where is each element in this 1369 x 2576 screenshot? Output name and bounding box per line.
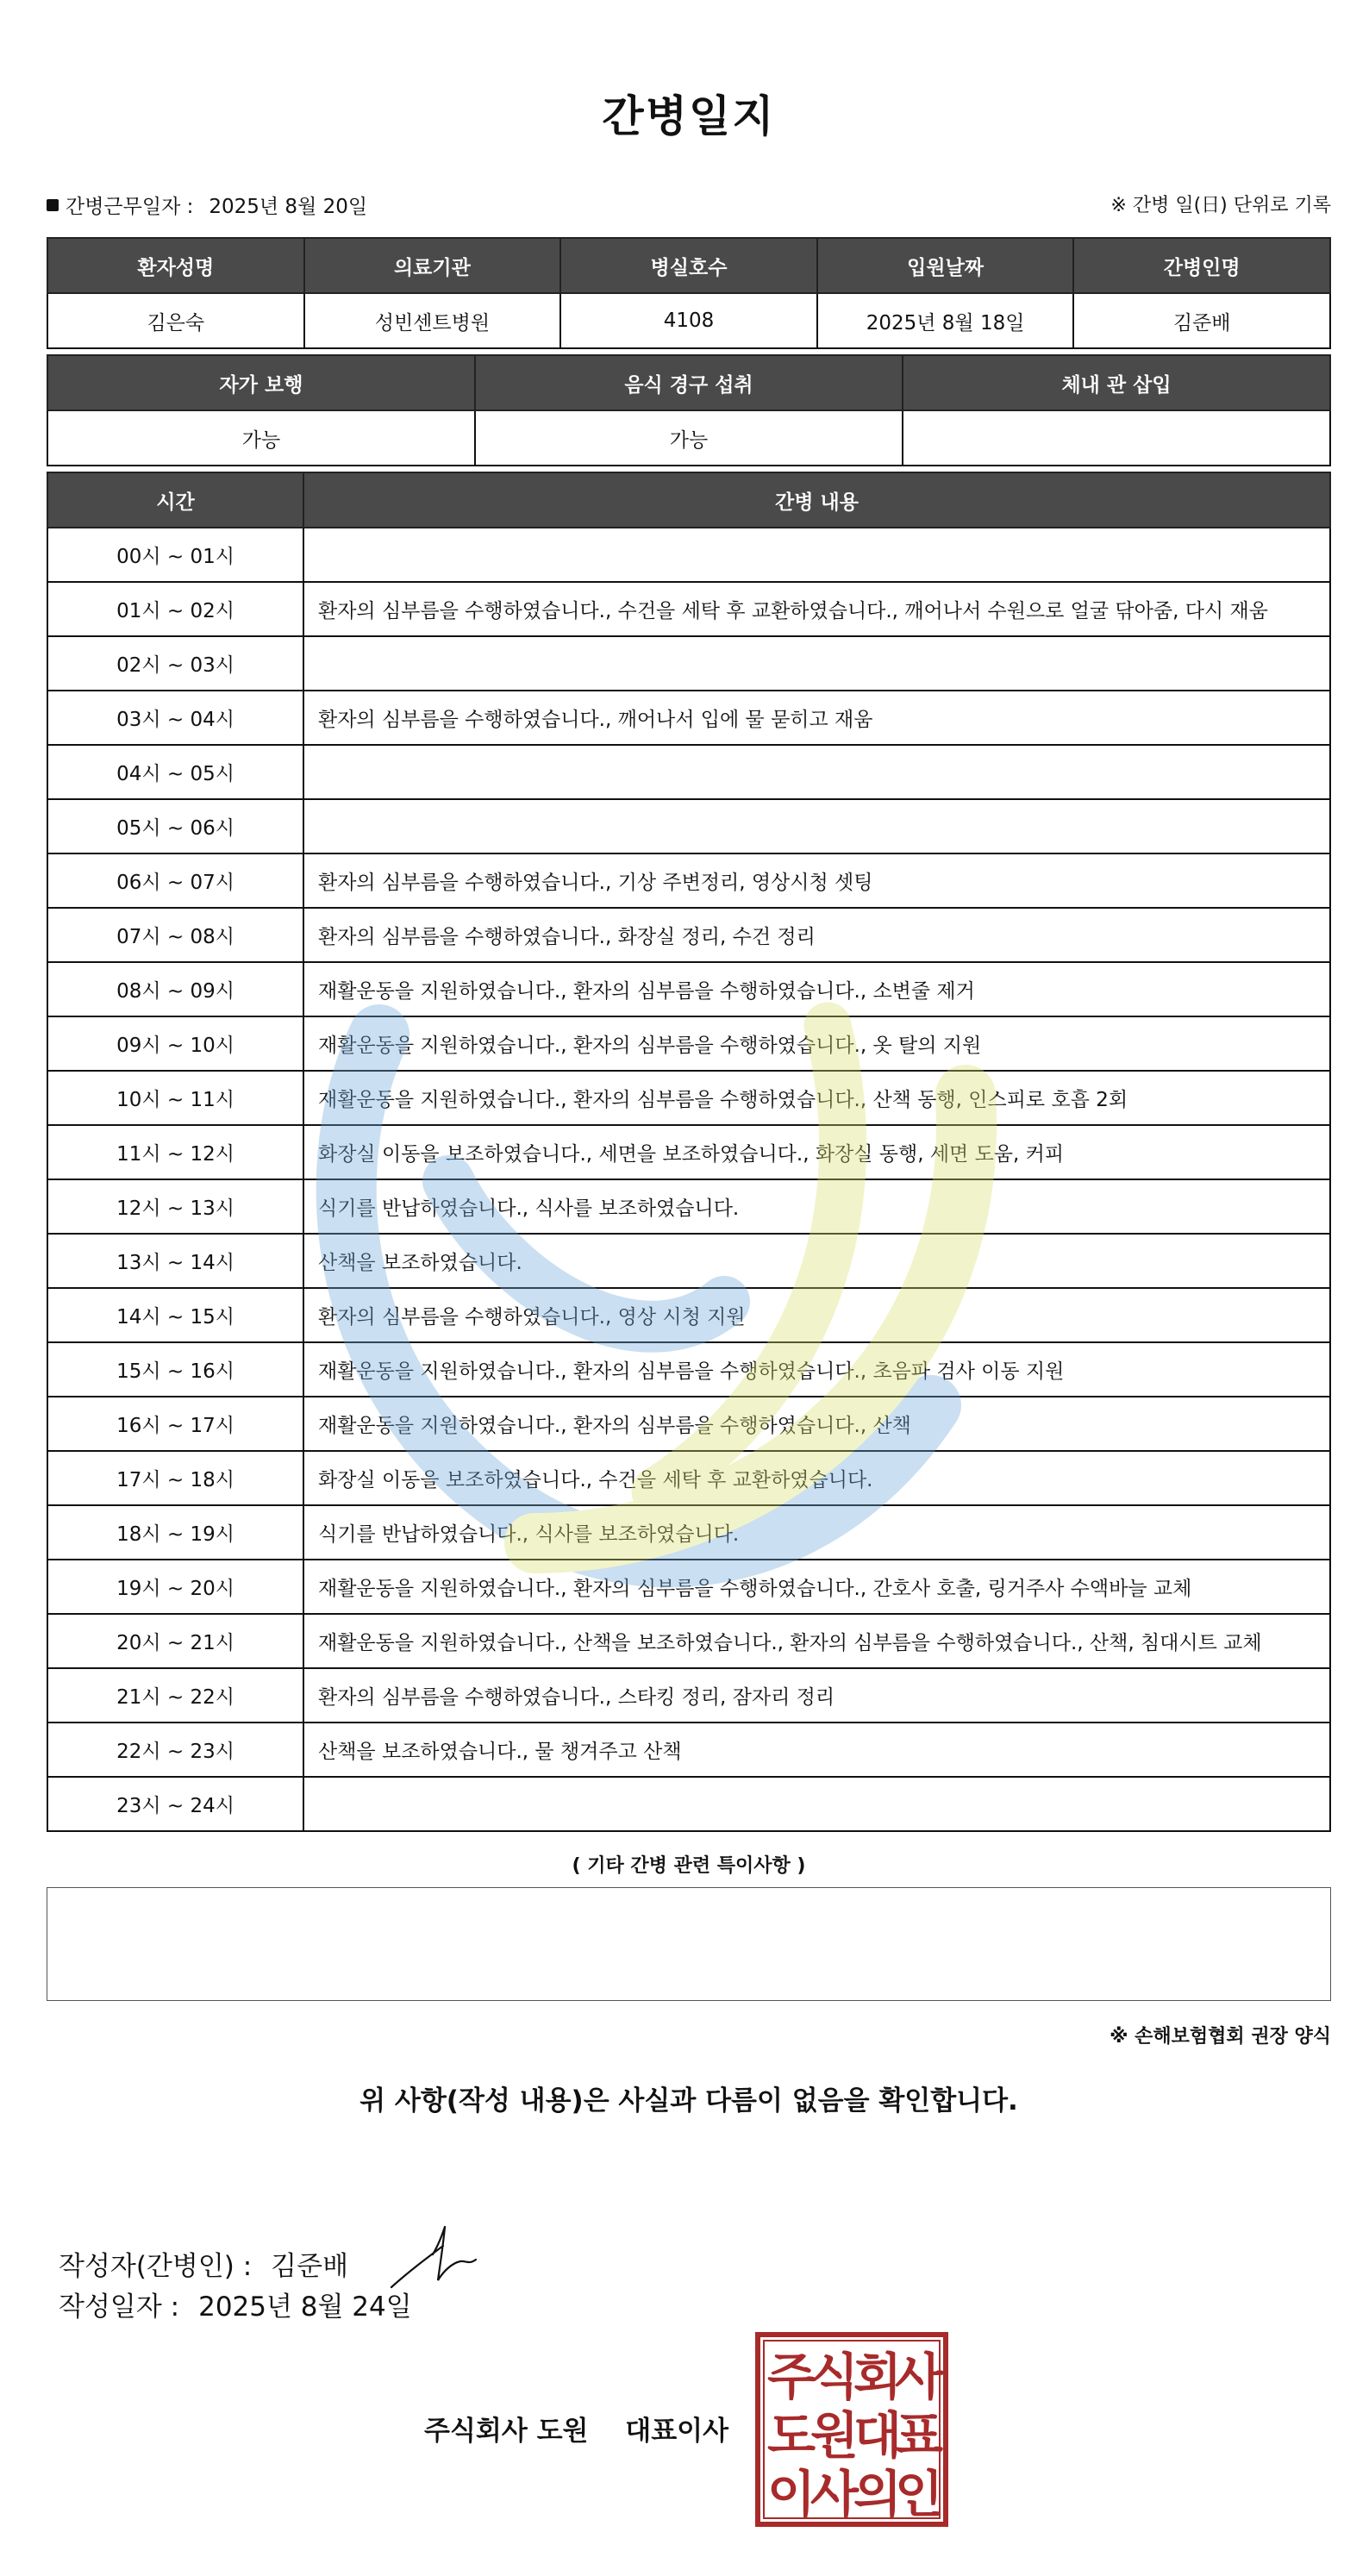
- row-time: 11시 ~ 12시: [47, 1125, 303, 1179]
- page-title: 간병일지: [602, 91, 776, 141]
- svg-text:원: 원: [810, 2406, 860, 2465]
- row-time: 03시 ~ 04시: [47, 691, 303, 745]
- writer-label: 작성자(간병인) :: [59, 2250, 253, 2282]
- patient-info-table: [47, 237, 1331, 349]
- row-content: 산책을 보조하였습니다.: [303, 1234, 1330, 1288]
- row-time: 21시 ~ 22시: [47, 1668, 303, 1723]
- self-walking-value: 가능: [47, 410, 475, 466]
- row-time: 15시 ~ 16시: [47, 1342, 303, 1397]
- row-time: 17시 ~ 18시: [47, 1451, 303, 1505]
- row-time: 04시 ~ 05시: [47, 745, 303, 799]
- row-content: 식기를 반납하였습니다., 식사를 보조하였습니다.: [303, 1179, 1330, 1234]
- row-time: 00시 ~ 01시: [47, 528, 303, 582]
- row-content: 재활운동을 지원하였습니다., 환자의 심부름을 수행하였습니다., 초음파 검사 이동 지원: [303, 1342, 1330, 1397]
- row-content: 환자의 심부름을 수행하였습니다., 영상 시청 지원: [303, 1288, 1330, 1342]
- row-time: 08시 ~ 09시: [47, 962, 303, 1016]
- row-content: 재활운동을 지원하였습니다., 환자의 심부름을 수행하였습니다., 산책: [303, 1397, 1330, 1451]
- care-log-table: [47, 472, 1331, 1832]
- row-content: [303, 799, 1330, 853]
- header-patient-name: 환자성명: [47, 238, 304, 293]
- row-time: 02시 ~ 03시: [47, 636, 303, 691]
- row-content: 재활운동을 지원하였습니다., 산책을 보조하였습니다., 환자의 심부름을 수행하였습니다., 산책, 침대시트 교체: [303, 1614, 1330, 1668]
- header-caregiver-name: 간병인명: [1073, 238, 1330, 293]
- table-row: [47, 1451, 1330, 1505]
- table-row: [47, 1560, 1330, 1614]
- company-name: 주식회사 도원: [424, 2416, 589, 2447]
- table-row: [47, 1397, 1330, 1451]
- row-time: 14시 ~ 15시: [47, 1288, 303, 1342]
- svg-text:대: 대: [853, 2406, 903, 2465]
- svg-text:인: 인: [894, 2465, 944, 2523]
- table-row: [47, 799, 1330, 853]
- write-date-row: [59, 2285, 412, 2323]
- row-content: 재활운동을 지원하였습니다., 환자의 심부름을 수행하였습니다., 옷 탈의 지원: [303, 1016, 1330, 1071]
- recording-note: ※ 간병 일(日) 단위로 기록: [1110, 195, 1331, 216]
- header-oral-intake: 음식 경구 섭취: [475, 355, 903, 410]
- table-row: [47, 1614, 1330, 1668]
- table-row: [47, 691, 1330, 745]
- table-row: [47, 1342, 1330, 1397]
- svg-text:주: 주: [766, 2348, 816, 2406]
- row-time: 06시 ~ 07시: [47, 853, 303, 908]
- row-content: 식기를 반납하였습니다., 식사를 보조하였습니다.: [303, 1505, 1330, 1560]
- table-row: [47, 1071, 1330, 1125]
- row-time: 22시 ~ 23시: [47, 1723, 303, 1777]
- table-row: [47, 1016, 1330, 1071]
- row-content: 환자의 심부름을 수행하였습니다., 깨어나서 입에 물 묻히고 재움: [303, 691, 1330, 745]
- oral-intake-value: 가능: [475, 410, 903, 466]
- header-admission-date: 입원날짜: [817, 238, 1074, 293]
- table-row: [47, 1505, 1330, 1560]
- bullet-square-icon: [47, 199, 59, 211]
- row-time: 23시 ~ 24시: [47, 1777, 303, 1831]
- table-row: [47, 853, 1330, 908]
- table-row: [47, 1125, 1330, 1179]
- row-time: 19시 ~ 20시: [47, 1560, 303, 1614]
- table-row: [47, 1179, 1330, 1234]
- header-care-content: 간병 내용: [303, 472, 1330, 528]
- writer-name: 김준배: [271, 2250, 349, 2282]
- header-hospital: 의료기관: [304, 238, 561, 293]
- row-time: 05시 ~ 06시: [47, 799, 303, 853]
- row-content: 환자의 심부름을 수행하였습니다., 스타킹 정리, 잠자리 정리: [303, 1668, 1330, 1723]
- table-row: [47, 1723, 1330, 1777]
- row-content: [303, 636, 1330, 691]
- row-time: 12시 ~ 13시: [47, 1179, 303, 1234]
- row-content: 재활운동을 지원하였습니다., 환자의 심부름을 수행하였습니다., 산책 동행, 인스피로 호흡 2회: [303, 1071, 1330, 1125]
- row-content: 환자의 심부름을 수행하였습니다., 기상 주변정리, 영상시청 셋팅: [303, 853, 1330, 908]
- table-row: [47, 962, 1330, 1016]
- row-time: 10시 ~ 11시: [47, 1071, 303, 1125]
- confirmation-statement: 위 사항(작성 내용)은 사실과 다름이 없음을 확인합니다.: [359, 2085, 1018, 2116]
- header-tube-insertion: 체내 관 삽입: [903, 355, 1330, 410]
- table-row: [47, 528, 1330, 582]
- table-row: [47, 1777, 1330, 1831]
- work-date: [47, 191, 367, 219]
- row-content: 환자의 심부름을 수행하였습니다., 화장실 정리, 수건 정리: [303, 908, 1330, 962]
- tube-insertion-value: [903, 410, 1330, 466]
- company-role: 대표이사: [625, 2416, 729, 2447]
- svg-text:회: 회: [853, 2348, 903, 2406]
- header-room: 병실호수: [560, 238, 817, 293]
- header-time: 시간: [47, 472, 303, 528]
- svg-text:의: 의: [853, 2465, 903, 2523]
- work-date-label: 간병근무일자 :: [66, 196, 194, 218]
- table-row: [47, 908, 1330, 962]
- svg-text:사: 사: [894, 2348, 944, 2406]
- table-row: [47, 582, 1330, 636]
- row-time: 07시 ~ 08시: [47, 908, 303, 962]
- svg-text:표: 표: [894, 2406, 944, 2465]
- write-date-label: 작성일자 :: [59, 2292, 180, 2323]
- table-row: [47, 1288, 1330, 1342]
- row-time: 18시 ~ 19시: [47, 1505, 303, 1560]
- patient-name: 김은숙: [47, 293, 304, 348]
- row-time: 09시 ~ 10시: [47, 1016, 303, 1071]
- row-content: [303, 1777, 1330, 1831]
- row-time: 20시 ~ 21시: [47, 1614, 303, 1668]
- meta-row: [47, 191, 1331, 225]
- table-row: [47, 1234, 1330, 1288]
- company-signature-line: [424, 2409, 756, 2448]
- row-content: 재활운동을 지원하였습니다., 환자의 심부름을 수행하였습니다., 소변줄 제거: [303, 962, 1330, 1016]
- notes-title: ( 기타 간병 관련 특이사항 ): [572, 1855, 806, 1877]
- svg-text:식: 식: [810, 2348, 860, 2406]
- write-date-value: 2025년 8월 24일: [198, 2292, 412, 2323]
- row-content: 화장실 이동을 보조하였습니다., 세면을 보조하였습니다., 화장실 동행, 세면 도움, 커피: [303, 1125, 1330, 1179]
- svg-text:이: 이: [766, 2465, 816, 2523]
- row-time: 16시 ~ 17시: [47, 1397, 303, 1451]
- caregiver-name: 김준배: [1073, 293, 1330, 348]
- notes-box: [47, 1887, 1331, 2001]
- svg-text:사: 사: [810, 2465, 860, 2523]
- work-date-value: 2025년 8월 20일: [209, 196, 368, 218]
- row-content: [303, 745, 1330, 799]
- care-log-rows: [47, 528, 1330, 1831]
- row-time: 01시 ~ 02시: [47, 582, 303, 636]
- association-note: ※ 손해보험협회 권장 양식: [1110, 2026, 1331, 2048]
- company-seal: [755, 2332, 948, 2527]
- row-time: 13시 ~ 14시: [47, 1234, 303, 1288]
- row-content: [303, 528, 1330, 582]
- header-self-walking: 자가 보행: [47, 355, 475, 410]
- svg-text:도: 도: [766, 2406, 816, 2465]
- table-row: [47, 1668, 1330, 1723]
- row-content: 산책을 보조하였습니다., 물 챙겨주고 산책: [303, 1723, 1330, 1777]
- care-log-document: [47, 0, 1331, 2116]
- row-content: 재활운동을 지원하였습니다., 환자의 심부름을 수행하였습니다., 간호사 호출, 링거주사 수액바늘 교체: [303, 1560, 1330, 1614]
- row-content: 화장실 이동을 보조하였습니다., 수건을 세탁 후 교환하였습니다.: [303, 1451, 1330, 1505]
- patient-status-table: [47, 354, 1331, 466]
- row-content: 환자의 심부름을 수행하였습니다., 수건을 세탁 후 교환하였습니다., 깨어나서 수원으로 얼굴 닦아줌, 다시 재움: [303, 582, 1330, 636]
- room-number: 4108: [560, 293, 817, 348]
- table-row: [47, 636, 1330, 691]
- hospital-name: 성빈센트병원: [304, 293, 561, 348]
- table-row: [47, 745, 1330, 799]
- admission-date: 2025년 8월 18일: [817, 293, 1074, 348]
